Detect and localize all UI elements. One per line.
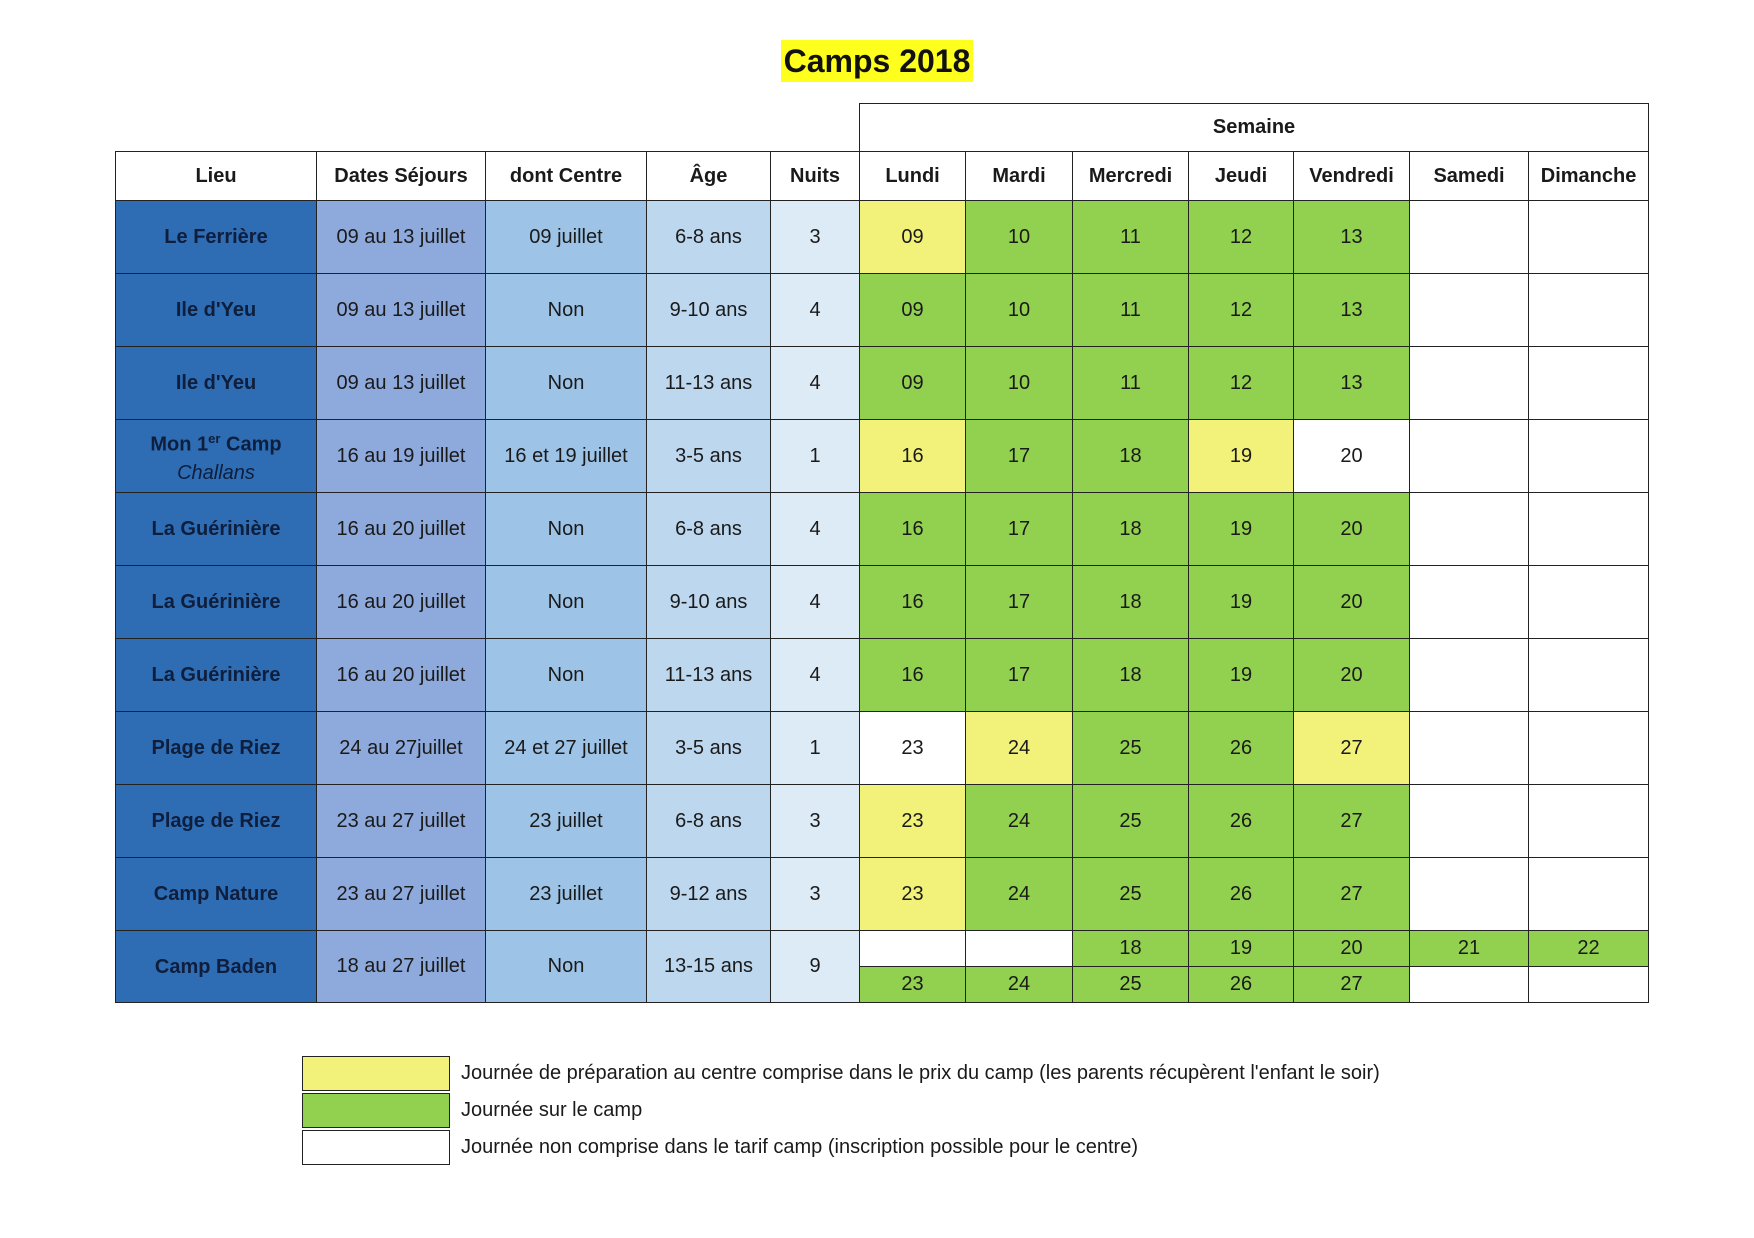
table-row [116, 858, 1649, 931]
cell-lieu: Ile d'Yeu [116, 274, 317, 347]
day-cell-mercredi: 25 [1073, 858, 1189, 931]
day-cell-vendredi: 13 [1294, 201, 1410, 274]
day-cell-mercredi: 18 [1073, 420, 1189, 493]
blank-corner [116, 104, 860, 152]
day-cell-jeudi: 26 [1189, 785, 1294, 858]
title-wrap [0, 40, 1754, 82]
day-cell-lundi: 16 [860, 493, 966, 566]
day-cell-samedi [1410, 967, 1529, 1003]
cell-centre: Non [486, 347, 647, 420]
day-cell-samedi [1410, 201, 1529, 274]
day-cell-jeudi: 12 [1189, 347, 1294, 420]
day-cell-jeudi: 19 [1189, 639, 1294, 712]
cell-centre: Non [486, 566, 647, 639]
day-cell-jeudi: 26 [1189, 858, 1294, 931]
cell-centre: Non [486, 493, 647, 566]
day-cell-dimanche [1529, 493, 1649, 566]
day-cell-samedi [1410, 639, 1529, 712]
day-cell-vendredi: 27 [1294, 858, 1410, 931]
cell-lieu: La Guérinière [116, 639, 317, 712]
cell-nuits: 4 [771, 274, 860, 347]
day-cell-jeudi: 12 [1189, 274, 1294, 347]
day-cell-samedi [1410, 712, 1529, 785]
table-row [116, 712, 1649, 785]
legend [302, 1055, 1380, 1166]
day-cell-vendredi: 27 [1294, 712, 1410, 785]
day-cell-samedi [1410, 566, 1529, 639]
legend-row-preparation [302, 1055, 1380, 1092]
cell-nuits: 4 [771, 347, 860, 420]
day-cell-jeudi: 12 [1189, 201, 1294, 274]
table-row [116, 931, 1649, 967]
day-cell-lundi: 16 [860, 639, 966, 712]
day-cell-mercredi: 11 [1073, 274, 1189, 347]
cell-dates: 09 au 13 juillet [317, 201, 486, 274]
cell-centre: 23 juillet [486, 858, 647, 931]
day-cell-samedi [1410, 858, 1529, 931]
day-cell-mardi: 10 [966, 274, 1073, 347]
lieu-sup: er [208, 431, 221, 447]
day-cell-dimanche [1529, 785, 1649, 858]
day-cell-dimanche [1529, 347, 1649, 420]
day-cell-vendredi: 13 [1294, 274, 1410, 347]
day-cell-mardi: 10 [966, 347, 1073, 420]
day-cell-lundi: 09 [860, 201, 966, 274]
cell-nuits: 4 [771, 493, 860, 566]
day-cell-mardi: 24 [966, 785, 1073, 858]
day-cell-lundi [860, 931, 966, 967]
day-cell-mercredi: 18 [1073, 566, 1189, 639]
lieu-rest: Camp [220, 433, 282, 456]
day-cell-vendredi: 20 [1294, 493, 1410, 566]
cell-dates: 09 au 13 juillet [317, 274, 486, 347]
day-cell-lundi: 23 [860, 967, 966, 1003]
cell-lieu: Plage de Riez [116, 785, 317, 858]
cell-centre: 09 juillet [486, 201, 647, 274]
col-header-vendredi: Vendredi [1294, 152, 1410, 201]
day-cell-lundi: 23 [860, 712, 966, 785]
cell-age: 11-13 ans [647, 639, 771, 712]
day-cell-vendredi: 13 [1294, 347, 1410, 420]
day-cell-mercredi: 18 [1073, 639, 1189, 712]
cell-age: 6-8 ans [647, 493, 771, 566]
table-row [116, 493, 1649, 566]
cell-nuits: 9 [771, 931, 860, 1003]
col-header-samedi: Samedi [1410, 152, 1529, 201]
cell-centre: Non [486, 274, 647, 347]
day-cell-samedi [1410, 274, 1529, 347]
cell-age: 13-15 ans [647, 931, 771, 1003]
week-header-row [116, 104, 1649, 152]
cell-lieu: Le Ferrière [116, 201, 317, 274]
legend-swatch-green [302, 1093, 450, 1128]
day-cell-jeudi: 19 [1189, 931, 1294, 967]
col-header-lieu: Lieu [116, 152, 317, 201]
day-cell-dimanche [1529, 201, 1649, 274]
col-header-dimanche: Dimanche [1529, 152, 1649, 201]
cell-age: 3-5 ans [647, 420, 771, 493]
day-cell-mardi: 24 [966, 712, 1073, 785]
cell-age: 9-10 ans [647, 274, 771, 347]
cell-dates: 09 au 13 juillet [317, 347, 486, 420]
day-cell-lundi: 09 [860, 347, 966, 420]
cell-lieu: La Guérinière [116, 493, 317, 566]
day-cell-jeudi: 19 [1189, 566, 1294, 639]
cell-centre: 23 juillet [486, 785, 647, 858]
legend-row-non-comprise [302, 1129, 1380, 1166]
day-cell-dimanche [1529, 420, 1649, 493]
day-cell-vendredi: 20 [1294, 931, 1410, 967]
day-cell-mercredi: 25 [1073, 785, 1189, 858]
cell-dates: 16 au 19 juillet [317, 420, 486, 493]
day-cell-mardi [966, 931, 1073, 967]
cell-lieu: Camp Nature [116, 858, 317, 931]
table-row [116, 274, 1649, 347]
cell-lieu [116, 420, 317, 493]
table-row [116, 639, 1649, 712]
day-cell-mercredi: 25 [1073, 712, 1189, 785]
cell-lieu: Camp Baden [116, 931, 317, 1003]
day-cell-jeudi: 26 [1189, 967, 1294, 1003]
cell-centre: 16 et 19 juillet [486, 420, 647, 493]
day-cell-mercredi: 18 [1073, 493, 1189, 566]
day-cell-lundi: 16 [860, 420, 966, 493]
cell-lieu: La Guérinière [116, 566, 317, 639]
cell-age: 9-12 ans [647, 858, 771, 931]
lieu-text: Mon 1 [150, 433, 209, 456]
cell-age: 9-10 ans [647, 566, 771, 639]
day-cell-dimanche [1529, 639, 1649, 712]
col-header-jeudi: Jeudi [1189, 152, 1294, 201]
day-cell-lundi: 16 [860, 566, 966, 639]
day-cell-mercredi: 11 [1073, 347, 1189, 420]
cell-lieu: Plage de Riez [116, 712, 317, 785]
cell-age: 6-8 ans [647, 785, 771, 858]
day-cell-lundi: 09 [860, 274, 966, 347]
day-cell-mardi: 17 [966, 639, 1073, 712]
day-cell-samedi [1410, 347, 1529, 420]
day-cell-samedi: 21 [1410, 931, 1529, 967]
cell-dates: 16 au 20 juillet [317, 639, 486, 712]
legend-text-preparation: Journée de préparation au centre comprise dans le prix du camp (les parents récupèrent l'enfant le soir) [461, 1062, 1380, 1084]
day-cell-vendredi: 27 [1294, 967, 1410, 1003]
day-cell-mercredi: 25 [1073, 967, 1189, 1003]
cell-dates: 23 au 27 juillet [317, 858, 486, 931]
cell-nuits: 1 [771, 420, 860, 493]
lieu-line [116, 425, 316, 459]
col-header-mercredi: Mercredi [1073, 152, 1189, 201]
table-row [116, 566, 1649, 639]
day-cell-vendredi: 20 [1294, 566, 1410, 639]
cell-dates: 16 au 20 juillet [317, 566, 486, 639]
cell-dates: 16 au 20 juillet [317, 493, 486, 566]
day-cell-samedi [1410, 493, 1529, 566]
day-cell-mardi: 17 [966, 566, 1073, 639]
legend-swatch-white [302, 1130, 450, 1165]
cell-centre: Non [486, 639, 647, 712]
camps-body [116, 201, 1649, 1003]
col-header-centre: dont Centre [486, 152, 647, 201]
legend-swatch-yellow [302, 1056, 450, 1091]
day-cell-vendredi: 20 [1294, 420, 1410, 493]
table-row [116, 347, 1649, 420]
col-header-lundi: Lundi [860, 152, 966, 201]
col-header-age: Âge [647, 152, 771, 201]
day-cell-jeudi: 19 [1189, 420, 1294, 493]
day-cell-samedi [1410, 420, 1529, 493]
table-row [116, 785, 1649, 858]
cell-centre: 24 et 27 juillet [486, 712, 647, 785]
day-cell-samedi [1410, 785, 1529, 858]
day-cell-dimanche [1529, 274, 1649, 347]
day-cell-mercredi: 11 [1073, 201, 1189, 274]
col-header-dates: Dates Séjours [317, 152, 486, 201]
cell-nuits: 4 [771, 566, 860, 639]
day-cell-lundi: 23 [860, 785, 966, 858]
day-cell-jeudi: 26 [1189, 712, 1294, 785]
day-cell-mardi: 17 [966, 493, 1073, 566]
day-cell-mardi: 10 [966, 201, 1073, 274]
day-cell-vendredi: 20 [1294, 639, 1410, 712]
cell-dates: 24 au 27juillet [317, 712, 486, 785]
col-header-nuits: Nuits [771, 152, 860, 201]
day-cell-vendredi: 27 [1294, 785, 1410, 858]
cell-nuits: 3 [771, 201, 860, 274]
legend-row-camp [302, 1092, 1380, 1129]
cell-age: 6-8 ans [647, 201, 771, 274]
cell-dates: 23 au 27 juillet [317, 785, 486, 858]
day-cell-dimanche [1529, 566, 1649, 639]
col-header-mardi: Mardi [966, 152, 1073, 201]
camps-table [115, 103, 1649, 1003]
day-cell-dimanche: 22 [1529, 931, 1649, 967]
day-cell-dimanche [1529, 967, 1649, 1003]
cell-nuits: 3 [771, 785, 860, 858]
page-title: Camps 2018 [781, 40, 974, 82]
cell-nuits: 4 [771, 639, 860, 712]
legend-text-non-comprise: Journée non comprise dans le tarif camp (inscription possible pour le centre) [461, 1136, 1139, 1158]
day-cell-mardi: 24 [966, 967, 1073, 1003]
cell-age: 11-13 ans [647, 347, 771, 420]
day-cell-mercredi: 18 [1073, 931, 1189, 967]
day-cell-mardi: 24 [966, 858, 1073, 931]
lieu-sub: Challans [177, 461, 255, 484]
day-cell-mardi: 17 [966, 420, 1073, 493]
cell-centre: Non [486, 931, 647, 1003]
table-row [116, 420, 1649, 493]
cell-nuits: 1 [771, 712, 860, 785]
cell-lieu: Ile d'Yeu [116, 347, 317, 420]
table-row [116, 201, 1649, 274]
week-label: Semaine [860, 104, 1649, 152]
cell-nuits: 3 [771, 858, 860, 931]
day-cell-dimanche [1529, 712, 1649, 785]
day-cell-lundi: 23 [860, 858, 966, 931]
column-header-row [116, 152, 1649, 201]
legend-text-camp: Journée sur le camp [461, 1099, 643, 1121]
cell-dates: 18 au 27 juillet [317, 931, 486, 1003]
day-cell-jeudi: 19 [1189, 493, 1294, 566]
day-cell-dimanche [1529, 858, 1649, 931]
cell-age: 3-5 ans [647, 712, 771, 785]
